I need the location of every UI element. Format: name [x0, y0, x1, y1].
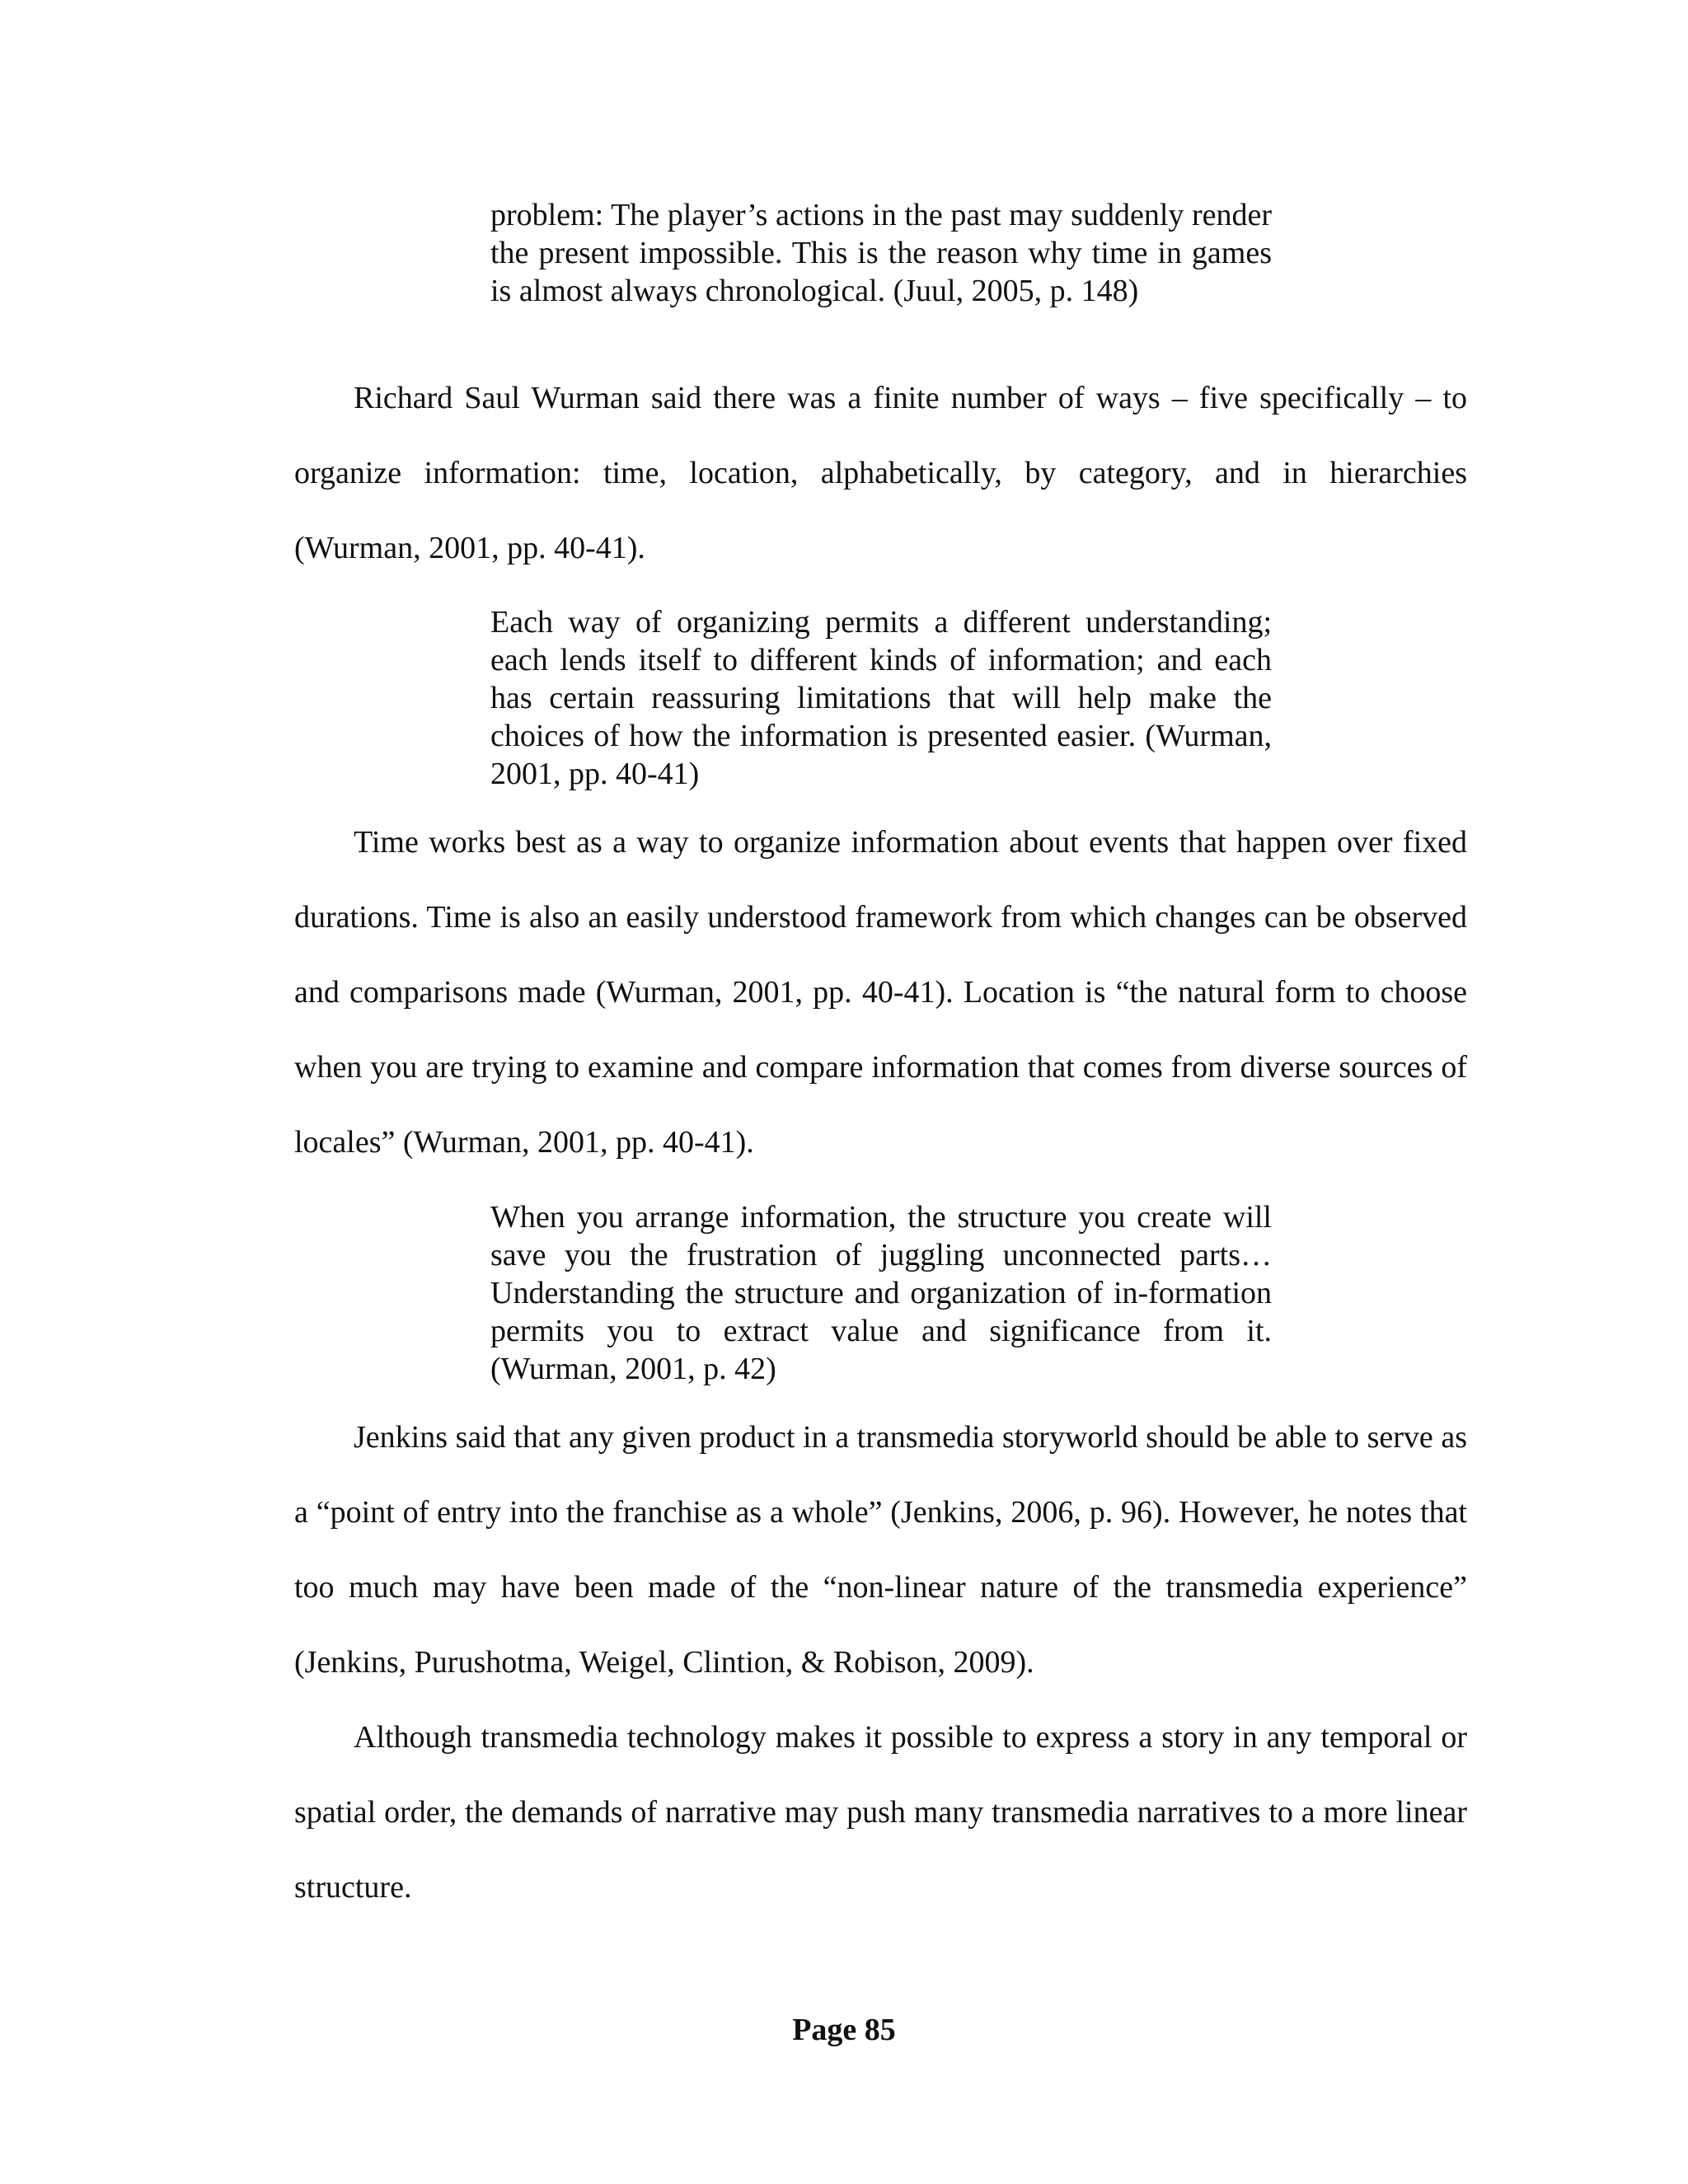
paragraph-jenkins: Jenkins said that any given product in a transmedia storyworld should be able to serve as a “point of entry into the franchise as a whole” (Jenkins, 2006, p. 96). However, he notes that too much may have been made of the “non-linear nature of the transmedia experience” (Jenkins, Purushotma, Weigel, Clintion, & Robison, 2009). — [294, 1420, 1467, 1680]
block-quote-juul: problem: The player’s actions in the past may suddenly render the present impossible. This is the reason why time in games is almost always chronological. (Juul, 2005, p. 148) — [490, 198, 1272, 308]
paragraph-wurman-intro: Richard Saul Wurman said there was a finite number of ways – five specifically – to organize information: time, location, alphabetically, by category, and in hierarchies (Wurman, 2001, pp. 40-41). — [294, 381, 1467, 565]
block-quote-wurman-organizing: Each way of organizing permits a different understanding; each lends itself to different kinds of information; and each has certain reassuring limitations that will help make the choices of how the information is presented easier. (Wurman, 2001, pp. 40-41) — [490, 605, 1272, 791]
paragraph-time-location: Time works best as a way to organize information about events that happen over fixed durations. Time is also an easily understood framework from which changes can be observed and comparisons made (Wurman, 2001, pp. 40-41). Location is “the natural form to choose when you are trying to examine and compare information that comes from diverse sources of locales” (Wurman, 2001, pp. 40-41). — [294, 825, 1467, 1160]
page-number: Page 85 — [792, 2013, 896, 2047]
block-quote-wurman-structure: When you arrange information, the structure you create will save you the frustration of juggling unconnected parts…Understanding the structure and organization of in-formation permits you to extract value and significance from it. (Wurman, 2001, p. 42) — [490, 1200, 1272, 1386]
paragraph-transmedia-linear: Although transmedia technology makes it possible to express a story in any temporal or spatial order, the demands of narrative may push many transmedia narratives to a more linear structure. — [294, 1720, 1467, 1905]
